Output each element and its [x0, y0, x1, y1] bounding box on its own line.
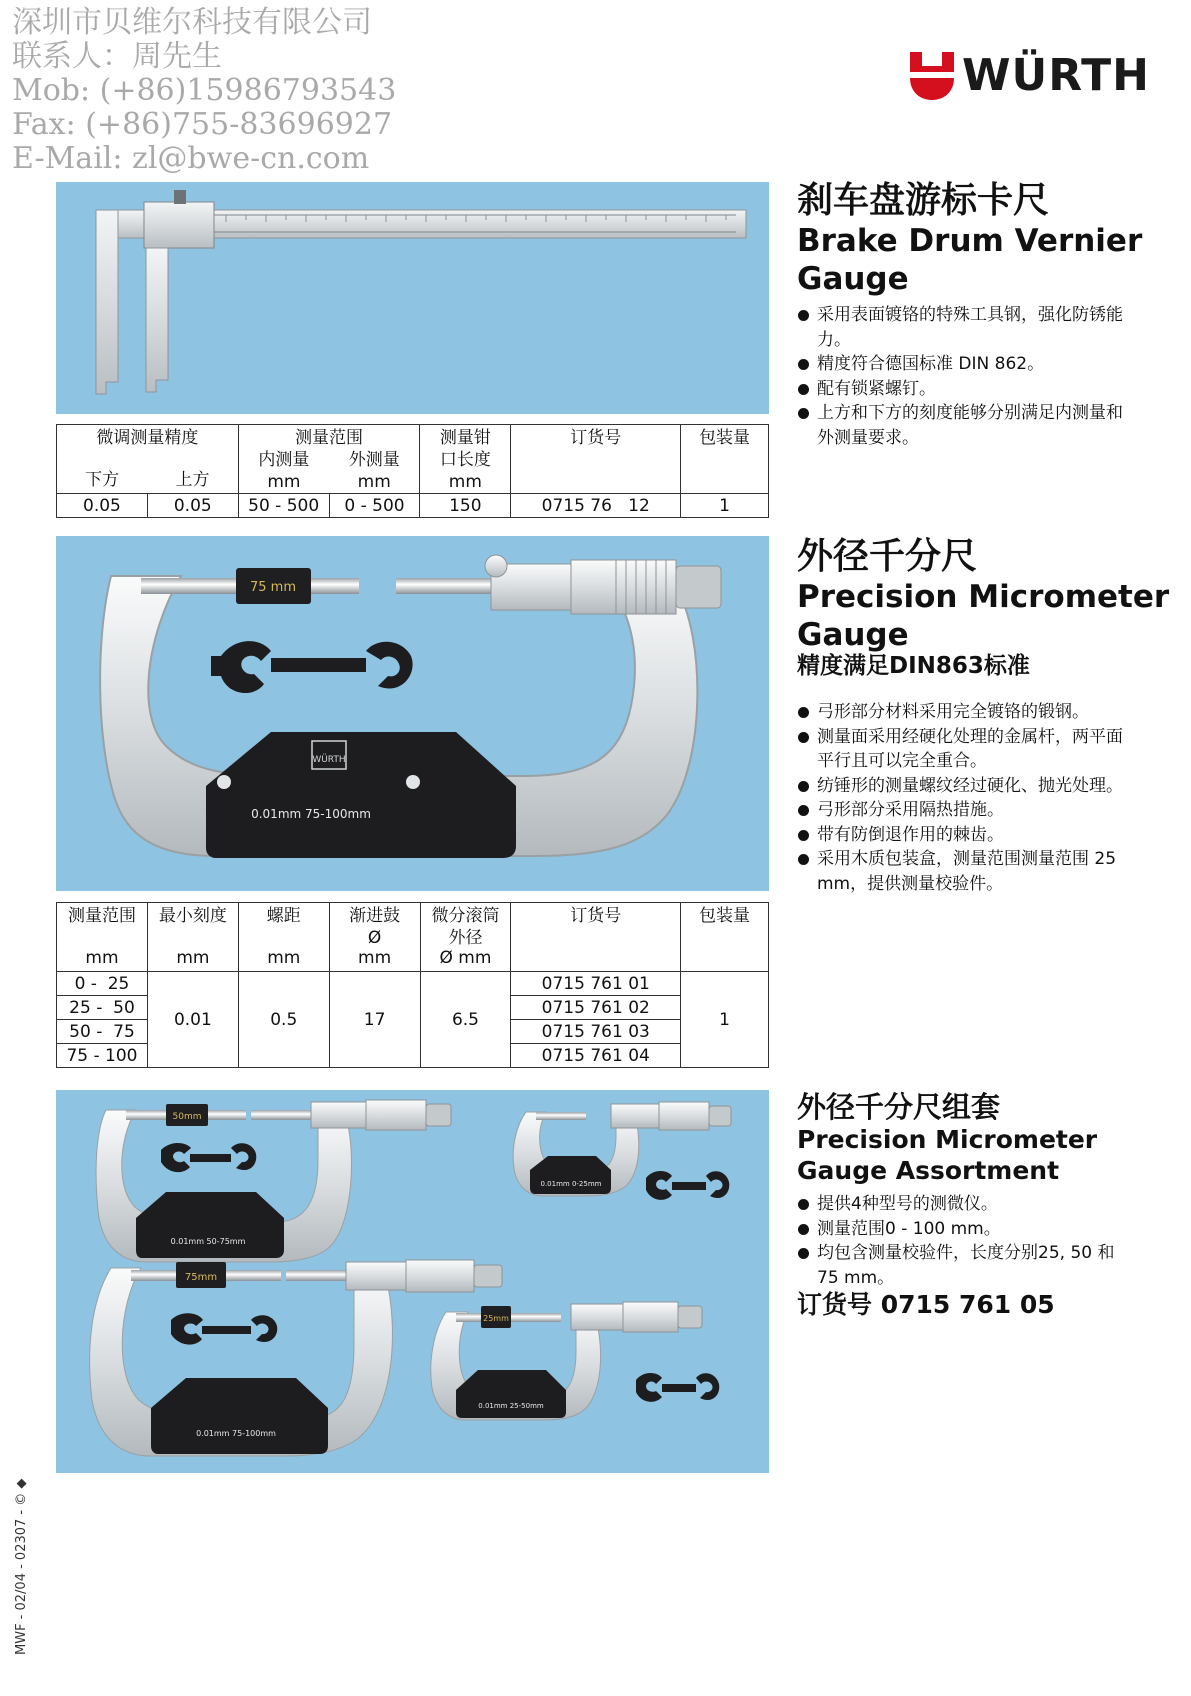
cell-drum: 17	[329, 972, 420, 1068]
cell-pitch: 0.5	[238, 972, 329, 1068]
cell-inner: 50 - 500	[238, 494, 329, 518]
watermark-email: E-Mail: zl@bwe-cn.com	[12, 141, 370, 176]
footer-document-code: MWF - 02/04 - 02307 - © ◆	[14, 1478, 29, 1655]
table-row	[57, 972, 769, 996]
header-pack: 包装量	[681, 903, 769, 972]
list-item: 上方和下方的刻度能够分别满足内测量和外测量要求。	[797, 401, 1132, 450]
list-item: 配有锁紧螺钉。	[797, 377, 1132, 402]
vernier-caliper-illustration	[56, 182, 769, 414]
header-unit: mm	[448, 472, 482, 492]
header-unit: mm	[267, 948, 301, 968]
section2-title-cn: 外径千分尺	[797, 536, 978, 577]
brand-name: WÜRTH	[962, 50, 1151, 101]
list-item: 测量面采用经硬化处理的金属杆，两平面平行且可以完全重合。	[797, 725, 1132, 774]
section2-title-en: Precision Micrometer Gauge	[797, 579, 1170, 653]
section3-order-number: 订货号 0715 761 05	[797, 1290, 1055, 1319]
header-jaw: 测量钳口长度	[439, 428, 491, 470]
wurth-logo-icon	[910, 52, 954, 100]
list-item: 弓形部分采用隔热措施。	[797, 798, 1132, 823]
section3-title-cn: 外径千分尺组套	[797, 1090, 1001, 1124]
cell-order-number: 0715 761 01	[511, 972, 681, 996]
section3-title-en: Precision Micrometer Gauge Assortment	[797, 1125, 1098, 1185]
header-upper: 上方	[175, 470, 210, 490]
table-header-row	[57, 425, 769, 494]
section2-feature-list	[797, 700, 1132, 896]
watermark-fax: Fax: (+86)755-83696927	[12, 107, 393, 142]
cell-upper: 0.05	[147, 494, 238, 518]
list-item: 采用木质包装盒，测量范围测量范围 25 mm，提供测量校验件。	[797, 847, 1132, 896]
header-unit: mm	[358, 948, 392, 968]
micrometer-set-illustration	[56, 1090, 769, 1473]
cell-range: 75 - 100	[57, 1044, 148, 1068]
header-unit: mm	[176, 948, 210, 968]
setting-standard-label: 75 mm	[249, 580, 297, 595]
header-order: 订货号	[511, 425, 681, 494]
cell-pack: 1	[681, 972, 769, 1068]
list-item: 提供4种型号的测微仪。	[797, 1192, 1132, 1217]
cell-range: 25 - 50	[57, 996, 148, 1020]
section1-title-en: Brake Drum Vernier Gauge	[797, 223, 1143, 297]
list-item: 精度符合德国标准 DIN 862。	[797, 352, 1132, 377]
micrometer-set-photo	[56, 1090, 769, 1473]
header-drum: 渐进鼓	[349, 906, 401, 926]
cell-order-number: 0715 76 12	[511, 494, 681, 518]
wurth-logo	[910, 50, 1151, 104]
watermark-mobile: Mob: (+86)15986793543	[12, 73, 397, 108]
list-item: 弓形部分材料采用完全镀铬的锻钢。	[797, 700, 1132, 725]
list-item: 测量范围0 - 100 mm。	[797, 1217, 1132, 1242]
cell-order-number: 0715 761 04	[511, 1044, 681, 1068]
header-unit: mm	[267, 472, 301, 492]
cell-min-scale: 0.01	[147, 972, 238, 1068]
plate-logo-text: WÜRTH	[312, 755, 346, 765]
header-precision: 微调测量精度	[96, 428, 199, 448]
header-inner: 内测量	[258, 450, 310, 470]
header-range: 测量范围	[295, 428, 364, 448]
section1-feature-list	[797, 303, 1132, 450]
cell-jaw: 150	[420, 494, 511, 518]
m2-range-text: 0.01mm 0-25mm	[540, 1180, 602, 1188]
header-unit: Ø mm	[439, 948, 492, 968]
header-sleeve: 微分滚筒外径	[431, 906, 500, 948]
table-row	[57, 494, 769, 518]
header-diameter-symbol: Ø	[367, 928, 382, 948]
cell-pack: 1	[681, 494, 769, 518]
list-item: 均包含测量校验件，长度分别25, 50 和 75 mm。	[797, 1241, 1132, 1290]
header-lower: 下方	[85, 470, 120, 490]
list-item: 带有防倒退作用的棘齿。	[797, 823, 1132, 848]
section2-spec-table	[56, 902, 769, 1068]
header-unit: mm	[357, 472, 391, 492]
m3-block-label: 75mm	[184, 1272, 218, 1283]
header-pack: 包装量	[681, 425, 769, 494]
micrometer-photo	[56, 536, 769, 891]
plate-range-text: 0.01mm 75-100mm	[251, 807, 371, 821]
micrometer-illustration	[56, 536, 769, 891]
list-item: 采用表面镀铬的特殊工具钢，强化防锈能力。	[797, 303, 1132, 352]
header-order: 订货号	[511, 903, 681, 972]
cell-sleeve: 6.5	[420, 972, 511, 1068]
section1-spec-table	[56, 424, 769, 518]
list-item: 纺锤形的测量螺纹经过硬化、抛光处理。	[797, 774, 1132, 799]
cell-order-number: 0715 761 03	[511, 1020, 681, 1044]
section3-feature-list	[797, 1192, 1132, 1290]
watermark-company: 深圳市贝维尔科技有限公司	[12, 5, 372, 40]
cell-range: 50 - 75	[57, 1020, 148, 1044]
table-header-row	[57, 903, 769, 972]
vernier-gauge-photo	[56, 182, 769, 414]
cell-range: 0 - 25	[57, 972, 148, 996]
cell-lower: 0.05	[57, 494, 148, 518]
header-min-scale: 最小刻度	[158, 906, 227, 926]
m4-range-text: 0.01mm 25-50mm	[478, 1402, 544, 1410]
header-pitch: 螺距	[266, 906, 301, 926]
m1-block-label: 50mm	[172, 1112, 202, 1122]
cell-order-number: 0715 761 02	[511, 996, 681, 1020]
m4-block-label: 25mm	[483, 1314, 509, 1323]
m1-range-text: 0.01mm 50-75mm	[170, 1237, 246, 1246]
section2-subtitle: 精度满足DIN863标准	[797, 653, 1030, 679]
m3-range-text: 0.01mm 75-100mm	[196, 1429, 276, 1438]
header-outer: 外测量	[348, 450, 400, 470]
header-unit: mm	[85, 948, 119, 968]
cell-outer: 0 - 500	[329, 494, 420, 518]
header-range: 测量范围	[67, 906, 136, 926]
watermark-contact: 联系人：周先生	[12, 39, 222, 74]
section1-title-cn: 刹车盘游标卡尺	[797, 180, 1050, 221]
